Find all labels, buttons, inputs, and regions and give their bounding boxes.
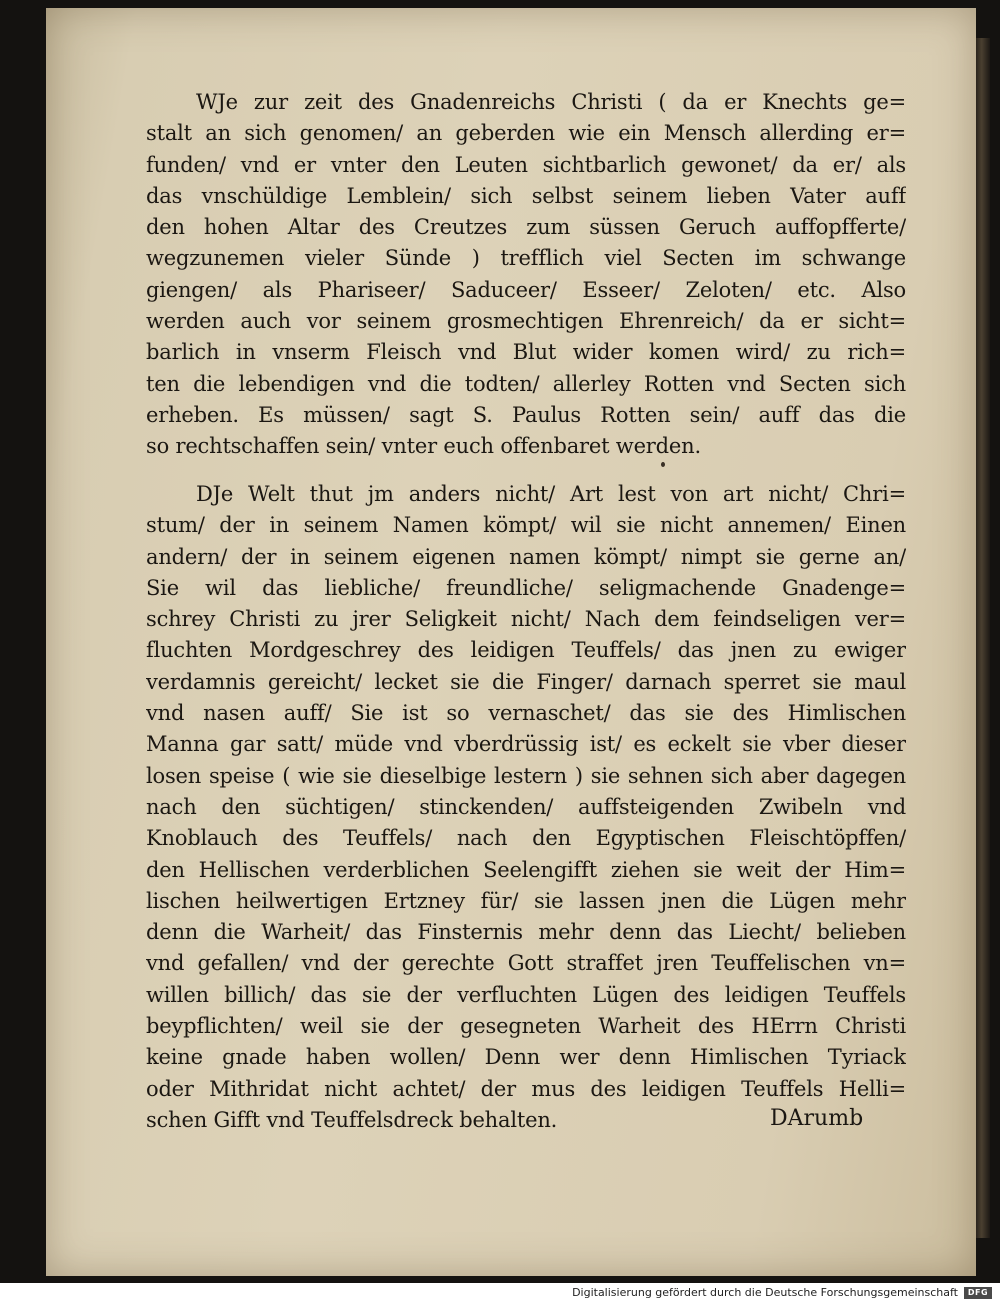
text-line: den Hellischen verderblichen Seelengifft ziehen sie weit der Him= — [146, 857, 906, 882]
catchword: DArumb — [770, 1106, 864, 1131]
text-line: beypflichten/ weil sie der gesegneten Warheit des HErrn Christi — [146, 1014, 906, 1039]
dfg-logo: DFG — [964, 1287, 992, 1299]
text-line: barlich in vnserm Fleisch vnd Blut wider komen wird/ zu rich= — [146, 340, 906, 365]
text-line: Sie wil das liebliche/ freundliche/ seligmachende Gnadenge= — [146, 575, 906, 600]
text-line: schen Gifft vnd Teuffelsdreck behalten. — [146, 1107, 558, 1132]
text-line: DJe Welt thut jm anders nicht/ Art lest von art nicht/ Chri= — [196, 482, 906, 506]
text-line: nach den süchtigen/ stinckenden/ auffsteigenden Zwibeln vnd — [146, 794, 906, 819]
text-line: funden/ vnd er vnter den Leuten sichtbarlich gewonet/ da er/ als — [146, 152, 906, 177]
text-line: so rechtschaffen sein/ vnter euch offenbaret werden. — [146, 434, 701, 459]
digitization-footer — [0, 1283, 1000, 1303]
text-line: ten die lebendigen vnd die todten/ allerley Rotten vnd Secten sich — [146, 371, 906, 396]
text-line: Manna gar satt/ müde vnd vberdrüssig ist/ es eckelt sie vber dieser — [146, 732, 906, 757]
text-line: werden auch vor seinem grosmechtigen Ehrenreich/ da er sicht= — [146, 309, 906, 334]
text-line: verdamnis gereicht/ lecket sie die Finger/ darnach sperret sie maul — [146, 669, 906, 694]
text-line: giengen/ als Phariseer/ Saduceer/ Esseer/ Zeloten/ etc. Also — [146, 277, 906, 302]
text-line: fluchten Mordgeschrey des leidigen Teuffels/ das jnen zu ewiger — [146, 638, 906, 663]
text-line: denn die Warheit/ das Finsternis mehr denn das Liecht/ belieben — [146, 920, 906, 945]
funding-note: Digitalisierung gefördert durch die Deutsche Forschungsgemeinschaft — [572, 1286, 958, 1299]
text-line: WJe zur zeit des Gnadenreichs Christi ( da er Knechts ge= — [196, 90, 906, 114]
text-line: andern/ der in seinem eigenen namen kömpt/ nimpt sie gerne an/ — [146, 544, 906, 569]
paragraph-2 — [146, 479, 906, 1136]
text-line: losen speise ( wie sie dieselbige lestern ) sie sehnen sich aber dagegen — [146, 763, 906, 788]
text-line: den hohen Altar des Creutzes zum süssen Geruch auffopfferte/ — [146, 215, 906, 240]
text-line: Knoblauch des Teuffels/ nach den Egyptischen Fleischtöpffen/ — [146, 826, 906, 851]
text-line: lischen heilwertigen Ertzney für/ sie lassen jnen die Lügen mehr — [146, 888, 906, 913]
ink-speck — [661, 462, 665, 467]
text-line: schrey Christi zu jrer Seligkeit nicht/ Nach dem feindseligen ver= — [146, 607, 906, 632]
text-line: vnd nasen auff/ Sie ist so vernaschet/ das sie des Himlischen — [146, 701, 906, 726]
page-edge — [976, 38, 990, 1238]
text-line: erheben. Es müssen/ sagt S. Paulus Rotten sein/ auff das die — [146, 402, 906, 427]
text-line: vnd gefallen/ vnd der gerechte Gott straffet jren Teuffelischen vn= — [146, 951, 906, 976]
text-line: wegzunemen vieler Sünde ) trefflich viel Secten im schwange — [146, 246, 906, 271]
text-line: oder Mithridat nicht achtet/ der mus des leidigen Teuffels Helli= — [146, 1076, 906, 1101]
text-line: stalt an sich genomen/ an geberden wie ein Mensch allerding er= — [146, 121, 906, 146]
text-line: keine gnade haben wollen/ Denn wer denn Himlischen Tyriack — [146, 1045, 906, 1070]
text-line: stum/ der in seinem Namen kömpt/ wil sie nicht annemen/ Einen — [146, 513, 906, 538]
paragraph-1 — [146, 87, 906, 463]
text-line: das vnschüldige Lemblein/ sich selbst seinem lieben Vater auff — [146, 183, 906, 208]
text-line: willen billich/ das sie der verfluchten Lügen des leidigen Teuffels — [146, 982, 906, 1007]
